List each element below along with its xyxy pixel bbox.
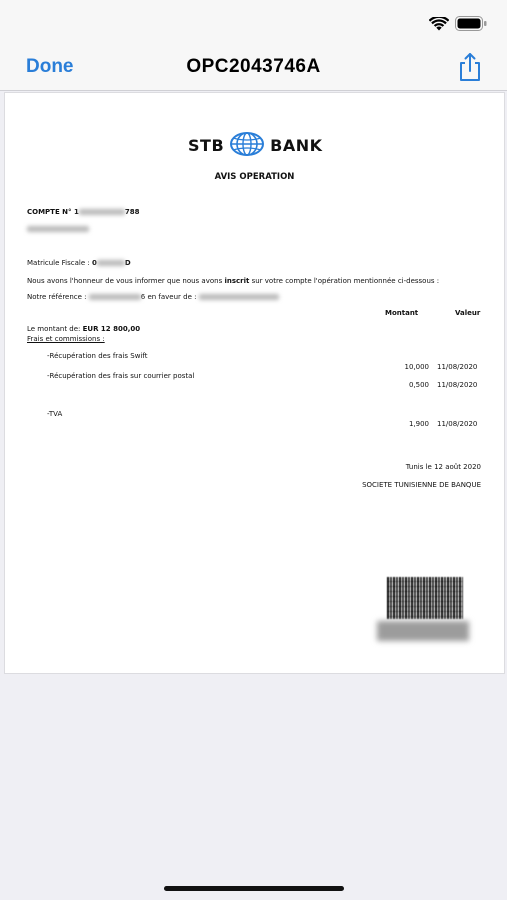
home-indicator[interactable] (164, 886, 344, 891)
bank-name-right: BANK (270, 135, 323, 155)
matricule-label: Matricule Fiscale : (27, 259, 90, 267)
document-preview[interactable] (4, 92, 505, 674)
account-prefix: 1 (73, 208, 79, 216)
intro-before: Nous avons l'honneur de vous informer que nous avons (27, 277, 225, 285)
redacted-holder-line (27, 225, 89, 233)
fee-label: -Récupération des frais Swift (47, 352, 148, 360)
intro-bold: inscrit (224, 277, 250, 285)
matricule-prefix: 0 (91, 259, 97, 267)
redacted-reference (89, 294, 141, 300)
account-suffix: 788 (124, 208, 140, 216)
fees-header: Frais et commissions : (27, 335, 105, 343)
stb-logo-icon (229, 131, 265, 159)
qr-code-image (387, 577, 463, 619)
fee-valeur: 11/08/2020 (437, 420, 478, 428)
intro-after: sur votre compte l'opération mentionnée ci-dessous : (249, 277, 440, 285)
column-header-montant: Montant (385, 309, 419, 317)
reference-line (27, 293, 279, 301)
fee-valeur: 11/08/2020 (437, 381, 478, 389)
intro-text (27, 277, 439, 285)
fee-montant: 10,000 (404, 363, 429, 371)
column-header-valeur: Valeur (455, 309, 481, 317)
share-button[interactable] (457, 52, 483, 87)
page-title: OPC2043746A (186, 56, 321, 77)
navigation-bar (0, 46, 507, 91)
fee-valeur: 11/08/2020 (437, 363, 478, 371)
signature-line: SOCIETE TUNISIENNE DE BANQUE (362, 481, 481, 489)
redacted-stamp (377, 621, 469, 641)
share-icon (457, 69, 483, 86)
reference-label: Notre référence : (27, 293, 87, 301)
matricule-suffix: D (124, 259, 131, 267)
fee-montant: 1,900 (408, 420, 429, 428)
matricule-line (27, 259, 131, 267)
account-line (27, 208, 139, 216)
redacted-matricule (97, 260, 125, 266)
amount-line (27, 325, 140, 333)
document-title: AVIS OPERATION (214, 172, 295, 182)
bank-logo (188, 131, 323, 159)
status-icons (429, 16, 487, 36)
bank-name-left: STB (188, 135, 225, 155)
battery-icon (455, 16, 487, 36)
fee-label: -Récupération des frais sur courrier postal (47, 372, 195, 380)
fee-montant: 0,500 (408, 381, 429, 389)
amount-label: Le montant de: (27, 325, 81, 333)
redacted-beneficiary (199, 294, 279, 300)
amount-value: EUR 12 800,00 (82, 325, 141, 333)
fee-label: -TVA (47, 410, 63, 418)
done-button[interactable]: Done (26, 56, 74, 77)
wifi-icon (429, 17, 449, 36)
status-bar (0, 0, 507, 46)
redacted-account (79, 209, 125, 215)
redacted-holder (27, 226, 89, 232)
account-label: COMPTE N° (27, 208, 72, 216)
place-date: Tunis le 12 août 2020 (405, 463, 481, 471)
reference-suffix: 6 en faveur de : (140, 293, 197, 301)
